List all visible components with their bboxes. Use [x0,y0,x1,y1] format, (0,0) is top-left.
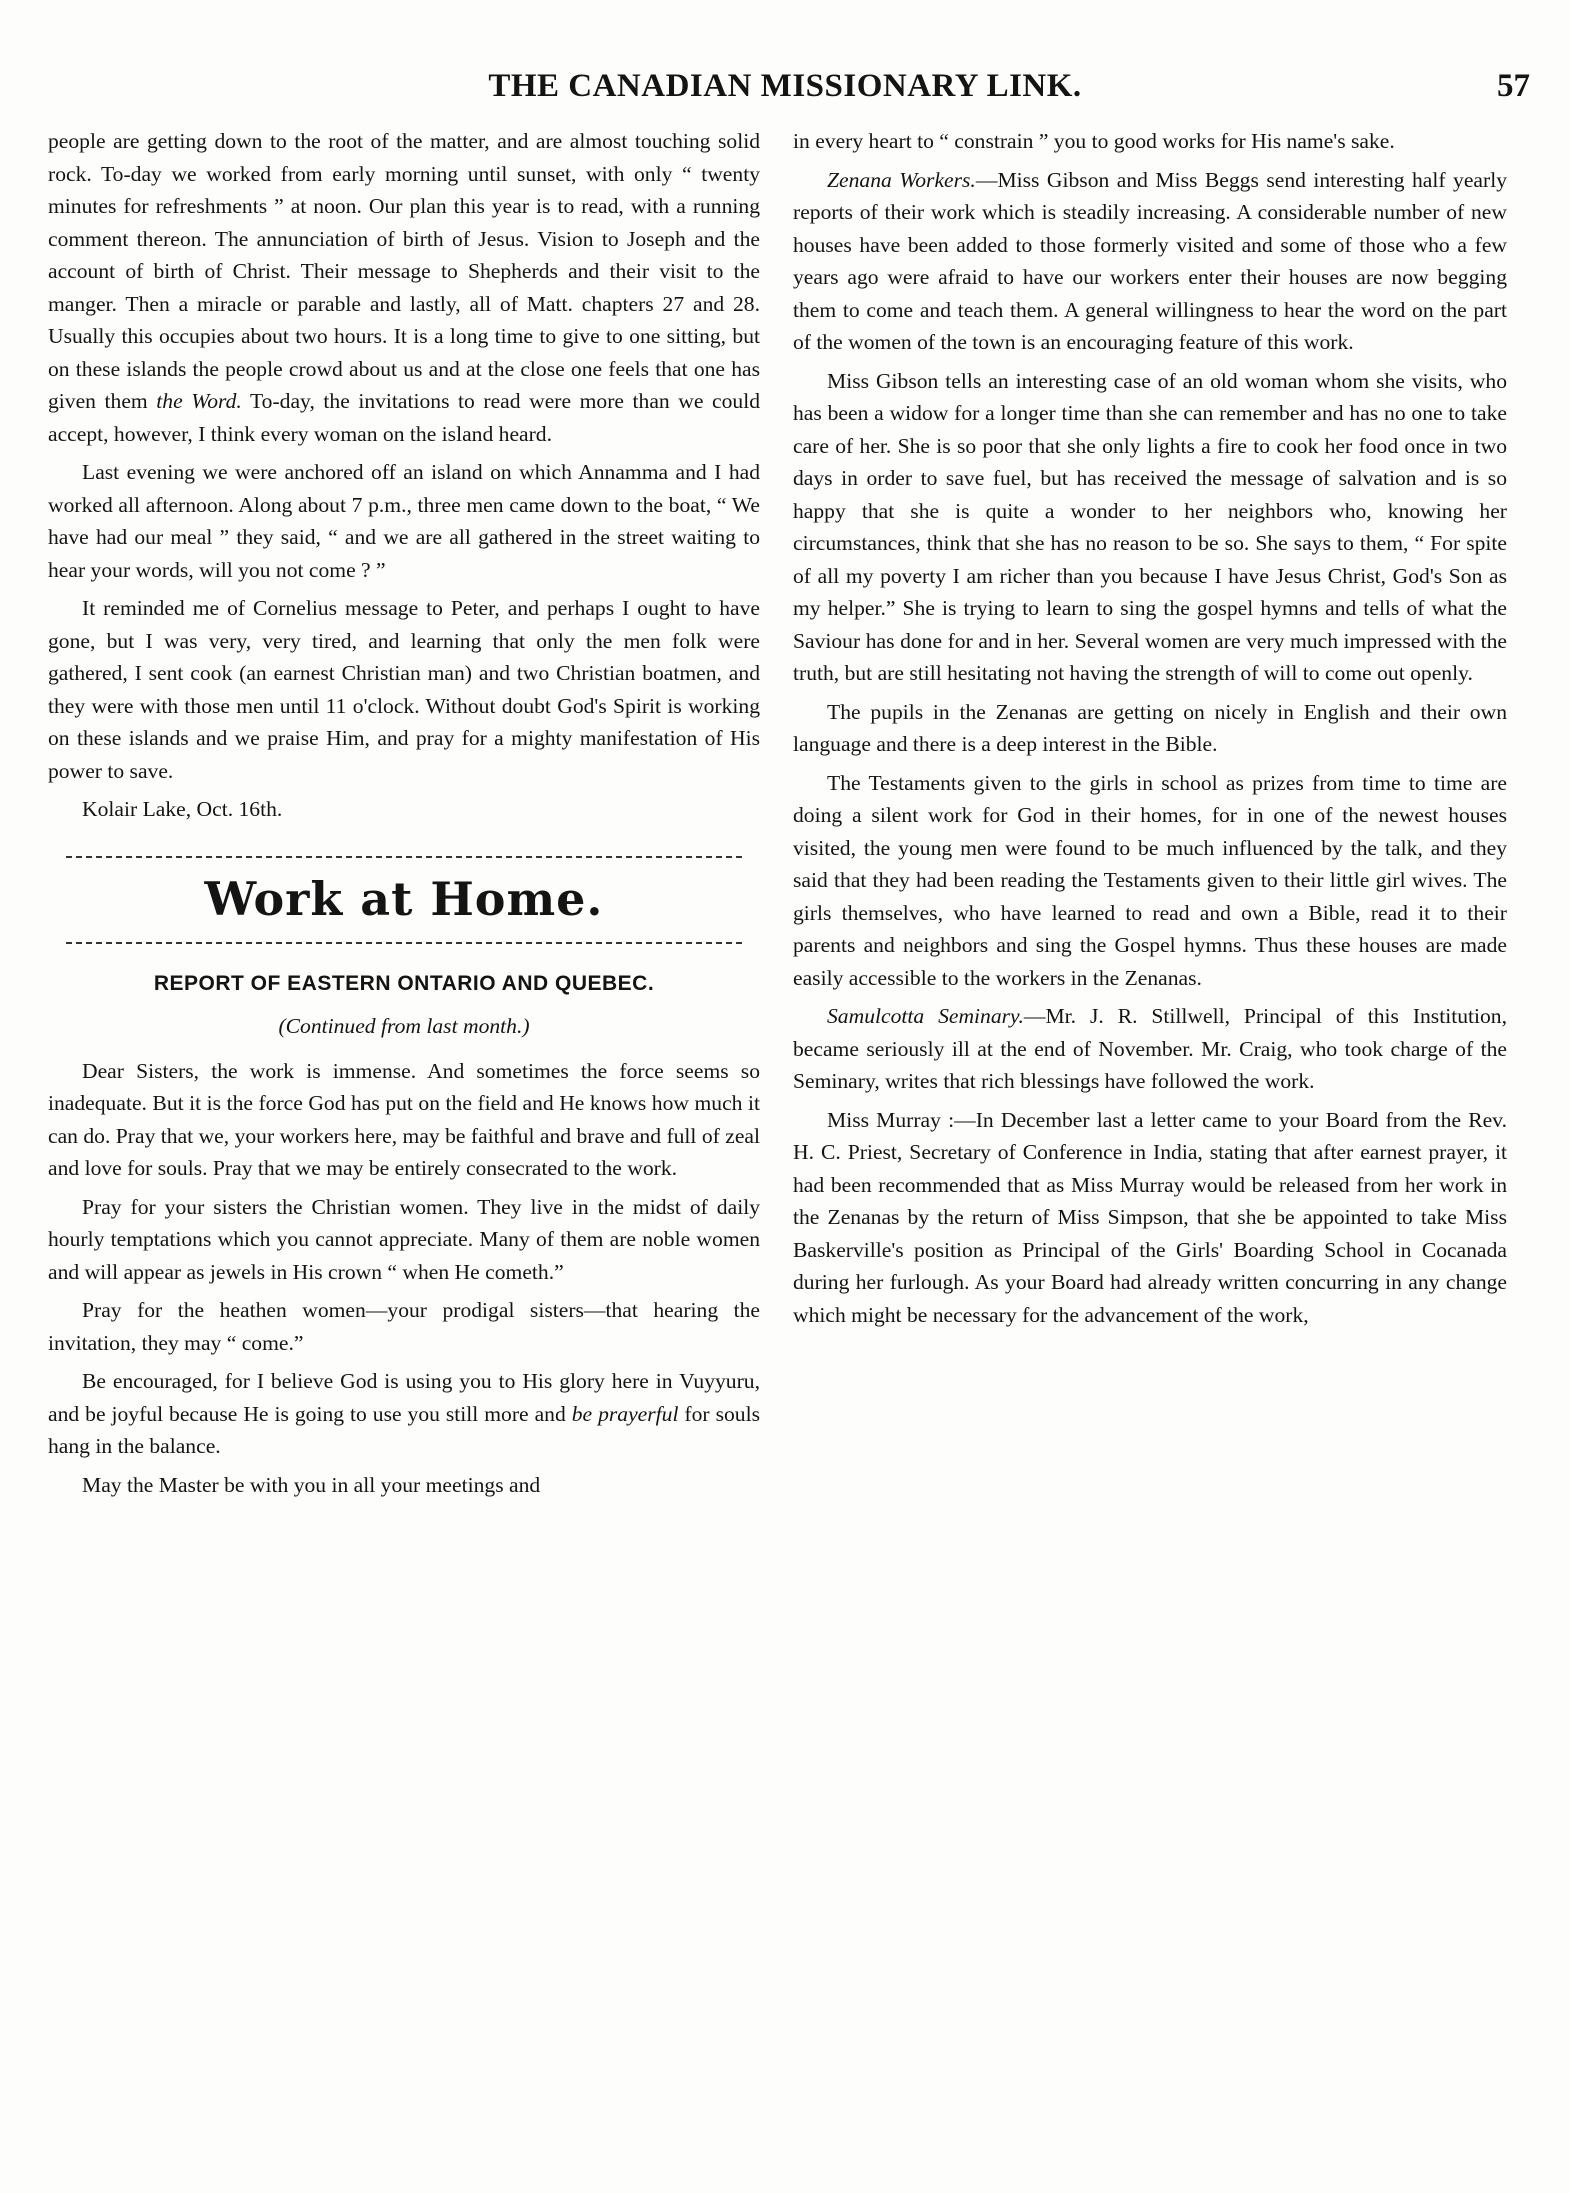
subsection-lead: Zenana Workers. [827,167,976,192]
right-column [793,125,1507,1337]
paragraph-italic: be prayerful [571,1401,679,1426]
paragraph [793,1000,1507,1098]
paragraph: It reminded me of Cornelius message to Peter, and perhaps I ought to have gone, but I was very, very tired, and learning that only the men folk were gathered, I sent cook (an earnest Christian man) and two Christian boatmen, and they were with those men until 11 o'clock. Without doubt God's Spirit is working on these islands and we praise Him, and pray for a mighty manifestation of His power to save. [48,596,760,783]
paragraph-text: —Mr. J. R. Stillwell, Principal of this Institution, became seriously ill at the end of November. Mr. Craig, who took charge of the Seminary, writes that rich blessings have followed the work. [793,1004,1508,1093]
paragraph: May the Master be with you in all your meetings and [82,1472,541,1497]
paragraph: Pray for your sisters the Christian women. They live in the midst of daily hourly temptations which you cannot appreciate. Many of them are noble women and will appear as jewels in His crown “ when He cometh.” [48,1194,760,1284]
paragraph: in every heart to “ constrain ” you to good works for His name's sake. [793,129,1395,153]
publication-title: THE CANADIAN MISSIONARY LINK. [488,68,1082,104]
paragraph: The pupils in the Zenanas are getting on nicely in English and their own language and there is a deep interest in the Bible. [793,699,1507,756]
section-title: Work at Home. [204,871,604,926]
paragraph: The Testaments given to the girls in school as prizes from time to time are doing a silent work for God in their homes, for in one of the newest houses visited, the young men were found to be much influenced by the talk, and they said that they had been reading the Testaments given to their little girl wives. The girls themselves, who have learned to read and own a Bible, read it to their parents and neighbors and sing the Gospel hymns. Thus these houses are made easily accessible to the workers in the Zenanas. [793,770,1507,990]
paragraph-text: Be encouraged, for I believe God is using you to His glory here in Vuyyuru, and be joyful because He is going to use you still more and [48,1369,760,1426]
article-heading: REPORT OF EASTERN ONTARIO AND QUEBEC. [153,971,655,995]
paragraph-text: —Miss Gibson and Miss Beggs send interesting half yearly reports of their work which is steadily increasing. A considerable number of new houses have been added to those formerly visited and some of those who a few years ago were afraid to have our workers enter their houses are now begging them to come and teach them. A general willingness to hear the word on the part of the women of the town is an encouraging feature of this work. [793,167,1508,354]
paragraph: Miss Gibson tells an interesting case of an old woman whom she visits, who has been a widow for a longer time than she can remember and has no one to take care of her. She is so poor that she only lights a fire to cook her food once in two days in order to save fuel, but has received the message of salvation and is so happy that she is quite a wonder to her neighbors who, knowing her circumstances, think that she has no reason to be so. She says to them, “ For spite of all my poverty I am richer than you because I have Jesus Christ, God's Son as my helper.” She is trying to learn to sing the gospel hymns and tells of what the Saviour has done for and in her. Several women are very much impressed with the truth, but are still hesitating not having the strength of will to come out openly. [793,368,1507,685]
divider [66,942,742,944]
page-header [40,68,1530,118]
continued-note: (Continued from last month.) [278,1014,530,1038]
paragraph [793,164,1507,359]
paragraph: Miss Murray :—In December last a letter came to your Board from the Rev. H. C. Priest, Secretary of Conference in India, stating that after earnest prayer, it had been recommended that as Miss Murray would be released from her work in the Zenanas by the return of Miss Simpson, that she be appointed to take Miss Baskerville's position as Principal of the Girls' Boarding School in Cocanada during her furlough. As your Board had already written concurring in any change which might be necessary for the advancement of the work, [793,1107,1507,1327]
left-column [48,125,760,1507]
dateline: Kolair Lake, Oct. 16th. [82,797,283,821]
divider [66,856,742,858]
subsection-lead: Samulcotta Seminary. [827,1004,1024,1028]
paragraph [48,1365,760,1463]
paragraph [48,125,760,450]
paragraph-italic: the Word. [156,389,242,413]
paragraph-text: for souls hang in the balance. [48,1401,760,1458]
paragraph-text: people are getting down to the root of the matter, and are almost touching solid rock. To-day we worked from early morning until sunset, with only “ twenty minutes for refreshments ” at noon. Our plan this year is to read, with a running comment thereon. The annunciation of birth of Jesus. Vision to Joseph and the account of birth of Christ. Their message to Shepherds and their visit to the manger. Then a miracle or parable and lastly, all of Matt. chapters 27 and 28. Usually this occupies about two hours. It is a long time to give to one sitting, but on these islands the people crowd about us and at the close one feels that one has given them [48,129,760,413]
paragraph: Pray for the heathen women—your prodigal sisters—that hearing the invitation, they may “ come.” [48,1298,760,1355]
paragraph: Dear Sisters, the work is immense. And sometimes the force seems so inadequate. But it is the force God has put on the field and He knows how much it can do. Pray that we, your workers here, may be faithful and brave and full of zeal and love for souls. Pray that we may be entirely consecrated to the work. [48,1058,760,1180]
paragraph: Last evening we were anchored off an island on which Annamma and I had worked all afternoon. Along about 7 p.m., three men came down to the boat, “ We have had our meal ” they said, “ and we are all gathered in the street waiting to hear your words, will you not come ? ” [48,460,760,582]
paragraph-text: To-day, the invitations to read were more than we could accept, however, I think every woman on the island heard. [48,389,760,446]
page-number: 57 [1497,68,1530,104]
